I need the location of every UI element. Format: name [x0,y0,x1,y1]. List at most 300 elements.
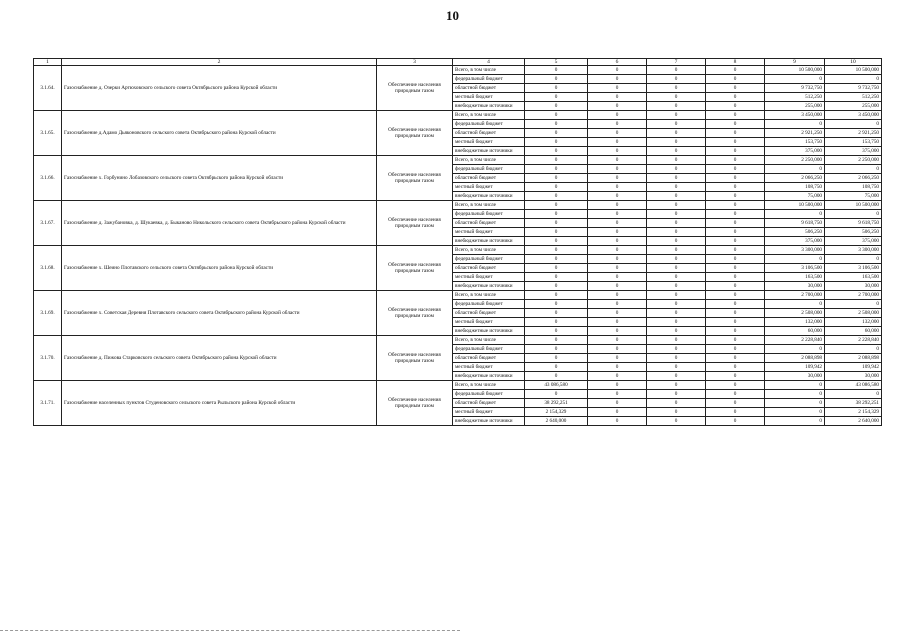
amount-cell: 0 [647,156,706,165]
funding-source-label: областной бюджет [453,399,525,408]
amount-cell: 10 500,000 [765,66,825,75]
amount-cell: 38 292,251 [525,399,588,408]
amount-cell: 0 [647,408,706,417]
funding-source-label: федеральный бюджет [453,75,525,84]
amount-cell: 0 [588,93,647,102]
amount-cell: 0 [647,381,706,390]
amount-cell: 0 [706,381,765,390]
funding-source-label: местный бюджет [453,138,525,147]
amount-cell: 9 732,750 [825,84,882,93]
amount-cell: 0 [525,165,588,174]
amount-cell: 30,000 [825,372,882,381]
amount-cell: 0 [765,300,825,309]
amount-cell: 0 [706,210,765,219]
amount-cell: 0 [525,192,588,201]
amount-cell: 375,000 [765,147,825,156]
amount-cell: 0 [706,156,765,165]
amount-cell: 2 066,250 [825,174,882,183]
table-row [34,246,882,255]
amount-cell: 0 [588,165,647,174]
item-name: Газоснабжение х. Шеино Плотавского сельского совета Октябрьского района Курской области [62,246,377,291]
funding-source-label: федеральный бюджет [453,120,525,129]
funding-source-label: местный бюджет [453,183,525,192]
amount-cell: 163,500 [765,273,825,282]
amount-cell: 0 [588,210,647,219]
amount-cell: 0 [525,336,588,345]
item-name: Газоснабжение х. Горбунино Лобазовского сельского совета Октябрьского района Курской области [62,156,377,201]
amount-cell: 0 [647,75,706,84]
funding-source-label: федеральный бюджет [453,300,525,309]
amount-cell: 0 [647,165,706,174]
table-row [34,336,882,345]
amount-cell: 0 [706,363,765,372]
item-name: Газоснабжение населенных пунктов Студеновского сельского совета Рыльского района Курской области [62,381,377,426]
amount-cell: 0 [525,264,588,273]
amount-cell: 0 [765,75,825,84]
amount-cell: 0 [525,174,588,183]
amount-cell: 0 [588,138,647,147]
amount-cell: 512,250 [765,93,825,102]
amount-cell: 0 [825,75,882,84]
amount-cell: 0 [525,147,588,156]
item-purpose: Обеспечение населения природным газом [377,111,453,156]
amount-cell: 3 450,000 [825,111,882,120]
amount-cell: 0 [647,192,706,201]
amount-cell: 0 [706,399,765,408]
amount-cell: 0 [765,120,825,129]
item-code: 3.1.65. [34,111,62,156]
funding-source-label: Всего, в том числе [453,336,525,345]
amount-cell: 0 [525,345,588,354]
amount-cell: 0 [647,345,706,354]
amount-cell: 0 [525,84,588,93]
funding-source-label: внебюджетные источники [453,327,525,336]
funding-source-label: федеральный бюджет [453,210,525,219]
amount-cell: 0 [647,93,706,102]
funding-source-label: областной бюджет [453,354,525,363]
amount-cell: 375,000 [765,237,825,246]
column-header: 1 [34,59,62,66]
amount-cell: 0 [825,210,882,219]
amount-cell: 0 [765,381,825,390]
amount-cell: 10 500,000 [825,66,882,75]
amount-cell: 2 700,000 [765,291,825,300]
amount-cell: 0 [525,354,588,363]
amount-cell: 0 [706,309,765,318]
amount-cell: 0 [765,165,825,174]
item-purpose: Обеспечение населения природным газом [377,66,453,111]
amount-cell: 0 [647,210,706,219]
amount-cell: 0 [706,390,765,399]
item-code: 3.1.67. [34,201,62,246]
amount-cell: 132,000 [765,318,825,327]
funding-source-label: внебюджетные источники [453,237,525,246]
item-code: 3.1.68. [34,246,62,291]
funding-source-label: внебюджетные источники [453,147,525,156]
amount-cell: 0 [647,237,706,246]
item-name: Газоснабжение д.Адамо Дьяконовского сельского совета Октябрьского района Курской области [62,111,377,156]
funding-source-label: Всего, в том числе [453,111,525,120]
amount-cell: 0 [588,318,647,327]
amount-cell: 512,250 [825,93,882,102]
amount-cell: 2 508,000 [765,309,825,318]
column-header: 8 [706,59,765,66]
amount-cell: 0 [588,273,647,282]
funding-source-label: внебюджетные источники [453,102,525,111]
amount-cell: 0 [647,147,706,156]
item-purpose: Обеспечение населения природным газом [377,246,453,291]
amount-cell: 0 [647,318,706,327]
amount-cell: 255,000 [765,102,825,111]
amount-cell: 0 [588,111,647,120]
amount-cell: 0 [706,120,765,129]
amount-cell: 75,000 [825,192,882,201]
amount-cell: 0 [706,264,765,273]
amount-cell: 0 [525,390,588,399]
amount-cell: 0 [706,336,765,345]
amount-cell: 0 [588,129,647,138]
amount-cell: 0 [706,246,765,255]
amount-cell: 0 [525,129,588,138]
amount-cell: 2 228,840 [765,336,825,345]
table-row [34,156,882,165]
amount-cell: 0 [588,84,647,93]
amount-cell: 2 640,000 [825,417,882,426]
funding-source-label: внебюджетные источники [453,282,525,291]
item-name: Газоснабжение д. Зажубановка, д. Шукаевка, д. Быканово Никольского сельского совета Октябрьского района Курской области [62,201,377,246]
amount-cell: 0 [588,354,647,363]
amount-cell: 109,942 [765,363,825,372]
amount-cell: 0 [525,237,588,246]
funding-source-label: внебюджетные источники [453,417,525,426]
amount-cell: 0 [647,102,706,111]
amount-cell: 506,250 [765,228,825,237]
funding-source-label: областной бюджет [453,264,525,273]
amount-cell: 0 [825,165,882,174]
amount-cell: 0 [706,147,765,156]
amount-cell: 0 [588,192,647,201]
amount-cell: 0 [647,66,706,75]
amount-cell: 38 292,251 [825,399,882,408]
amount-cell: 0 [588,120,647,129]
amount-cell: 0 [825,345,882,354]
amount-cell: 0 [765,399,825,408]
amount-cell: 0 [588,381,647,390]
amount-cell: 0 [647,228,706,237]
amount-cell: 60,000 [825,327,882,336]
amount-cell: 0 [706,165,765,174]
amount-cell: 0 [588,228,647,237]
funding-source-label: местный бюджет [453,93,525,102]
amount-cell: 0 [647,111,706,120]
footer-divider [0,630,460,631]
amount-cell: 43 086,580 [825,381,882,390]
amount-cell: 0 [525,66,588,75]
amount-cell: 0 [647,246,706,255]
amount-cell: 2 640,000 [525,417,588,426]
funding-source-label: местный бюджет [453,228,525,237]
funding-source-label: внебюджетные источники [453,372,525,381]
amount-cell: 0 [525,228,588,237]
amount-cell: 2 921,250 [825,129,882,138]
funding-source-label: областной бюджет [453,309,525,318]
amount-cell: 0 [588,147,647,156]
amount-cell: 60,000 [765,327,825,336]
header-row [34,59,882,66]
funding-source-label: областной бюджет [453,129,525,138]
item-name: Газоснабжение д. Озерки Артюховского сельского совета Октябрьского района Курской области [62,66,377,111]
item-code: 3.1.69. [34,291,62,336]
amount-cell: 0 [647,282,706,291]
amount-cell: 0 [647,120,706,129]
amount-cell: 0 [647,291,706,300]
amount-cell: 0 [647,354,706,363]
amount-cell: 0 [706,354,765,363]
amount-cell: 0 [706,273,765,282]
column-header: 9 [765,59,825,66]
amount-cell: 2 228,840 [825,336,882,345]
amount-cell: 43 086,580 [525,381,588,390]
column-header: 6 [588,59,647,66]
funding-source-label: Всего, в том числе [453,201,525,210]
amount-cell: 0 [588,264,647,273]
amount-cell: 0 [825,255,882,264]
amount-cell: 0 [647,138,706,147]
amount-cell: 0 [525,273,588,282]
amount-cell: 0 [706,138,765,147]
amount-cell: 0 [825,120,882,129]
amount-cell: 0 [706,111,765,120]
amount-cell: 0 [588,327,647,336]
amount-cell: 0 [765,345,825,354]
table-row [34,291,882,300]
funding-source-label: федеральный бюджет [453,390,525,399]
amount-cell: 255,000 [825,102,882,111]
column-header: 3 [377,59,453,66]
amount-cell: 30,000 [765,282,825,291]
amount-cell: 0 [706,192,765,201]
amount-cell: 2 508,000 [825,309,882,318]
funding-source-label: областной бюджет [453,219,525,228]
amount-cell: 2 088,898 [825,354,882,363]
funding-source-label: федеральный бюджет [453,165,525,174]
amount-cell: 0 [525,300,588,309]
amount-cell: 0 [706,219,765,228]
amount-cell: 0 [525,327,588,336]
amount-cell: 9 618,750 [825,219,882,228]
funding-source-label: федеральный бюджет [453,255,525,264]
funding-source-label: внебюджетные источники [453,192,525,201]
item-purpose: Обеспечение населения природным газом [377,201,453,246]
amount-cell: 0 [706,174,765,183]
amount-cell: 0 [588,156,647,165]
amount-cell: 9 732,750 [765,84,825,93]
page-number: 10 [446,8,459,23]
funding-source-label: местный бюджет [453,408,525,417]
amount-cell: 30,000 [765,372,825,381]
amount-cell: 0 [588,246,647,255]
amount-cell: 0 [706,228,765,237]
amount-cell: 0 [825,390,882,399]
item-code: 3.1.71. [34,381,62,426]
amount-cell: 0 [525,201,588,210]
amount-cell: 0 [588,174,647,183]
amount-cell: 10 500,000 [765,201,825,210]
item-purpose: Обеспечение населения природным газом [377,291,453,336]
amount-cell: 0 [525,291,588,300]
funding-source-label: Всего, в том числе [453,291,525,300]
amount-cell: 3 300,000 [825,246,882,255]
amount-cell: 0 [706,291,765,300]
item-purpose: Обеспечение населения природным газом [377,156,453,201]
amount-cell: 0 [647,417,706,426]
item-name: Газоснабжение х. Советская Деревня Плотавского сельского совета Октябрьского района Курской области [62,291,377,336]
amount-cell: 0 [706,66,765,75]
amount-cell: 0 [706,417,765,426]
column-header: 10 [825,59,882,66]
amount-cell: 0 [706,102,765,111]
amount-cell: 0 [525,210,588,219]
amount-cell: 2 154,329 [525,408,588,417]
item-code: 3.1.70. [34,336,62,381]
amount-cell: 0 [588,219,647,228]
amount-cell: 0 [588,102,647,111]
amount-cell: 0 [647,264,706,273]
amount-cell: 0 [525,102,588,111]
amount-cell: 0 [588,345,647,354]
amount-cell: 0 [525,363,588,372]
amount-cell: 0 [647,84,706,93]
amount-cell: 0 [647,219,706,228]
amount-cell: 0 [765,417,825,426]
amount-cell: 0 [647,255,706,264]
amount-cell: 0 [525,93,588,102]
amount-cell: 0 [588,66,647,75]
amount-cell: 0 [706,237,765,246]
amount-cell: 0 [525,372,588,381]
amount-cell: 0 [588,309,647,318]
amount-cell: 30,000 [825,282,882,291]
funding-source-label: областной бюджет [453,174,525,183]
table-row [34,111,882,120]
amount-cell: 3 300,000 [765,246,825,255]
amount-cell: 0 [765,390,825,399]
amount-cell: 0 [706,372,765,381]
amount-cell: 2 700,000 [825,291,882,300]
funding-source-label: Всего, в том числе [453,381,525,390]
amount-cell: 0 [525,309,588,318]
funding-source-label: областной бюджет [453,84,525,93]
item-purpose: Обеспечение населения природным газом [377,381,453,426]
amount-cell: 0 [765,408,825,417]
amount-cell: 0 [706,84,765,93]
amount-cell: 0 [588,399,647,408]
item-code: 3.1.64. [34,66,62,111]
amount-cell: 0 [706,183,765,192]
amount-cell: 375,000 [825,237,882,246]
column-header: 7 [647,59,706,66]
amount-cell: 506,250 [825,228,882,237]
amount-cell: 0 [647,327,706,336]
amount-cell: 375,000 [825,147,882,156]
amount-cell: 0 [647,399,706,408]
amount-cell: 0 [525,75,588,84]
amount-cell: 0 [525,156,588,165]
funding-source-label: местный бюджет [453,363,525,372]
item-purpose: Обеспечение населения природным газом [377,336,453,381]
amount-cell: 0 [588,408,647,417]
funding-source-label: Всего, в том числе [453,66,525,75]
amount-cell: 0 [825,300,882,309]
amount-cell: 0 [525,282,588,291]
amount-cell: 0 [706,255,765,264]
amount-cell: 0 [525,183,588,192]
amount-cell: 108,750 [765,183,825,192]
amount-cell: 0 [588,291,647,300]
amount-cell: 0 [647,129,706,138]
amount-cell: 0 [647,309,706,318]
amount-cell: 2 066,250 [765,174,825,183]
amount-cell: 10 500,000 [825,201,882,210]
amount-cell: 0 [647,273,706,282]
column-header: 5 [525,59,588,66]
amount-cell: 0 [588,363,647,372]
amount-cell: 0 [525,120,588,129]
amount-cell: 0 [588,237,647,246]
amount-cell: 0 [706,318,765,327]
amount-cell: 0 [588,183,647,192]
amount-cell: 0 [525,255,588,264]
amount-cell: 153,750 [765,138,825,147]
amount-cell: 163,500 [825,273,882,282]
amount-cell: 3 106,500 [765,264,825,273]
amount-cell: 0 [647,183,706,192]
funding-source-label: Всего, в том числе [453,156,525,165]
amount-cell: 2 921,250 [765,129,825,138]
budget-table [33,58,882,426]
table-row [34,66,882,75]
amount-cell: 0 [588,390,647,399]
amount-cell: 0 [525,318,588,327]
amount-cell: 0 [706,93,765,102]
amount-cell: 2 088,898 [765,354,825,363]
amount-cell: 0 [647,336,706,345]
amount-cell: 0 [588,300,647,309]
amount-cell: 2 154,329 [825,408,882,417]
amount-cell: 0 [525,138,588,147]
amount-cell: 0 [588,282,647,291]
amount-cell: 0 [588,75,647,84]
amount-cell: 2 250,000 [765,156,825,165]
amount-cell: 0 [647,174,706,183]
amount-cell: 2 250,000 [825,156,882,165]
funding-source-label: местный бюджет [453,318,525,327]
amount-cell: 0 [706,75,765,84]
amount-cell: 0 [765,210,825,219]
amount-cell: 0 [706,201,765,210]
amount-cell: 9 618,750 [765,219,825,228]
amount-cell: 0 [706,327,765,336]
amount-cell: 0 [765,255,825,264]
amount-cell: 0 [525,219,588,228]
amount-cell: 108,750 [825,183,882,192]
amount-cell: 0 [706,129,765,138]
amount-cell: 0 [588,372,647,381]
table-row [34,381,882,390]
column-header: 4 [453,59,525,66]
amount-cell: 0 [525,246,588,255]
amount-cell: 3 450,000 [765,111,825,120]
